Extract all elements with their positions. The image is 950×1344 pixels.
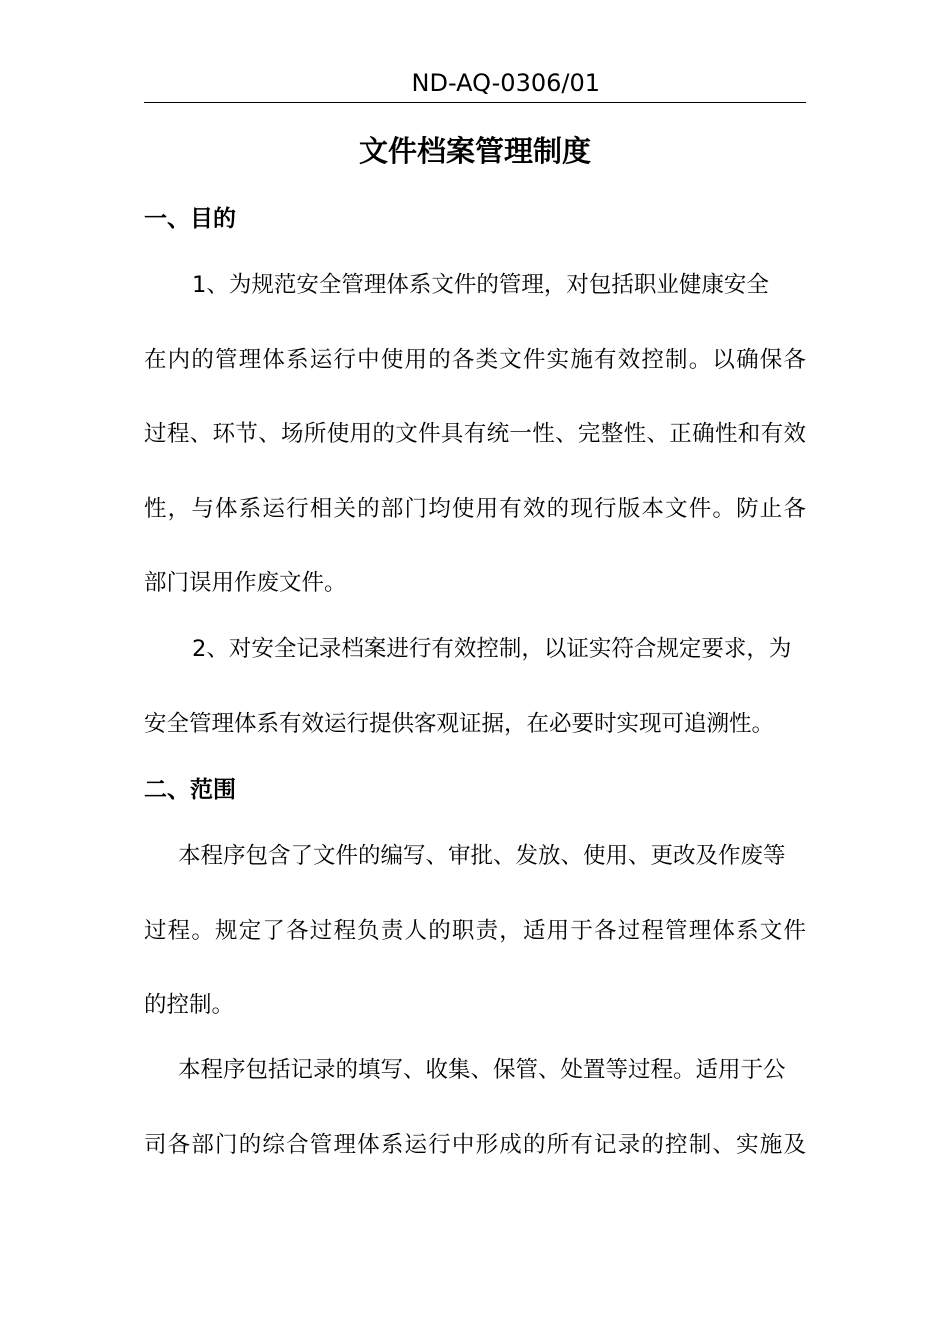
scope-paragraph-2 <box>144 1055 806 1204</box>
paragraph-line: 的控制。 <box>144 992 235 1018</box>
purpose-paragraph-1 <box>144 270 806 643</box>
section-heading-purpose: 一、目的 <box>144 206 236 232</box>
paragraph-line: 本程序包含了文件的编写、审批、发放、使用、更改及作废等 <box>178 843 786 869</box>
document-number: ND-AQ-0306/01 <box>411 69 600 97</box>
paragraph-line: 部门误用作废文件。 <box>144 570 347 596</box>
paragraph-line: 2、对安全记录档案进行有效控制，以证实符合规定要求，为 <box>192 636 792 662</box>
paragraph-line: 安全管理体系有效运行提供客观证据，在必要时实现可追溯性。 <box>144 710 775 737</box>
paragraph-line: 性，与体系运行相关的部门均使用有效的现行版本文件。防止各 <box>144 495 806 522</box>
document-title: 文件档案管理制度 <box>358 134 591 168</box>
paragraph-line: 1、为规范安全管理体系文件的管理，对包括职业健康安全 <box>192 272 769 298</box>
document-header <box>144 68 806 103</box>
section-heading-scope: 二、范围 <box>144 777 236 803</box>
paragraph-line: 本程序包括记录的填写、收集、保管、处置等过程。适用于公 <box>178 1057 786 1083</box>
scope-paragraph-1 <box>144 841 806 1065</box>
document-page <box>144 0 806 1344</box>
paragraph-line: 过程。规定了各过程负责人的职责，适用于各过程管理体系文件 <box>144 917 806 944</box>
paragraph-line: 在内的管理体系运行中使用的各类文件实施有效控制。以确保各 <box>144 346 806 373</box>
purpose-paragraph-2 <box>144 634 806 783</box>
paragraph-line: 司各部门的综合管理体系运行中形成的所有记录的控制、实施及 <box>144 1131 806 1158</box>
paragraph-line: 过程、环节、场所使用的文件具有统一性、完整性、正确性和有效 <box>144 421 806 447</box>
